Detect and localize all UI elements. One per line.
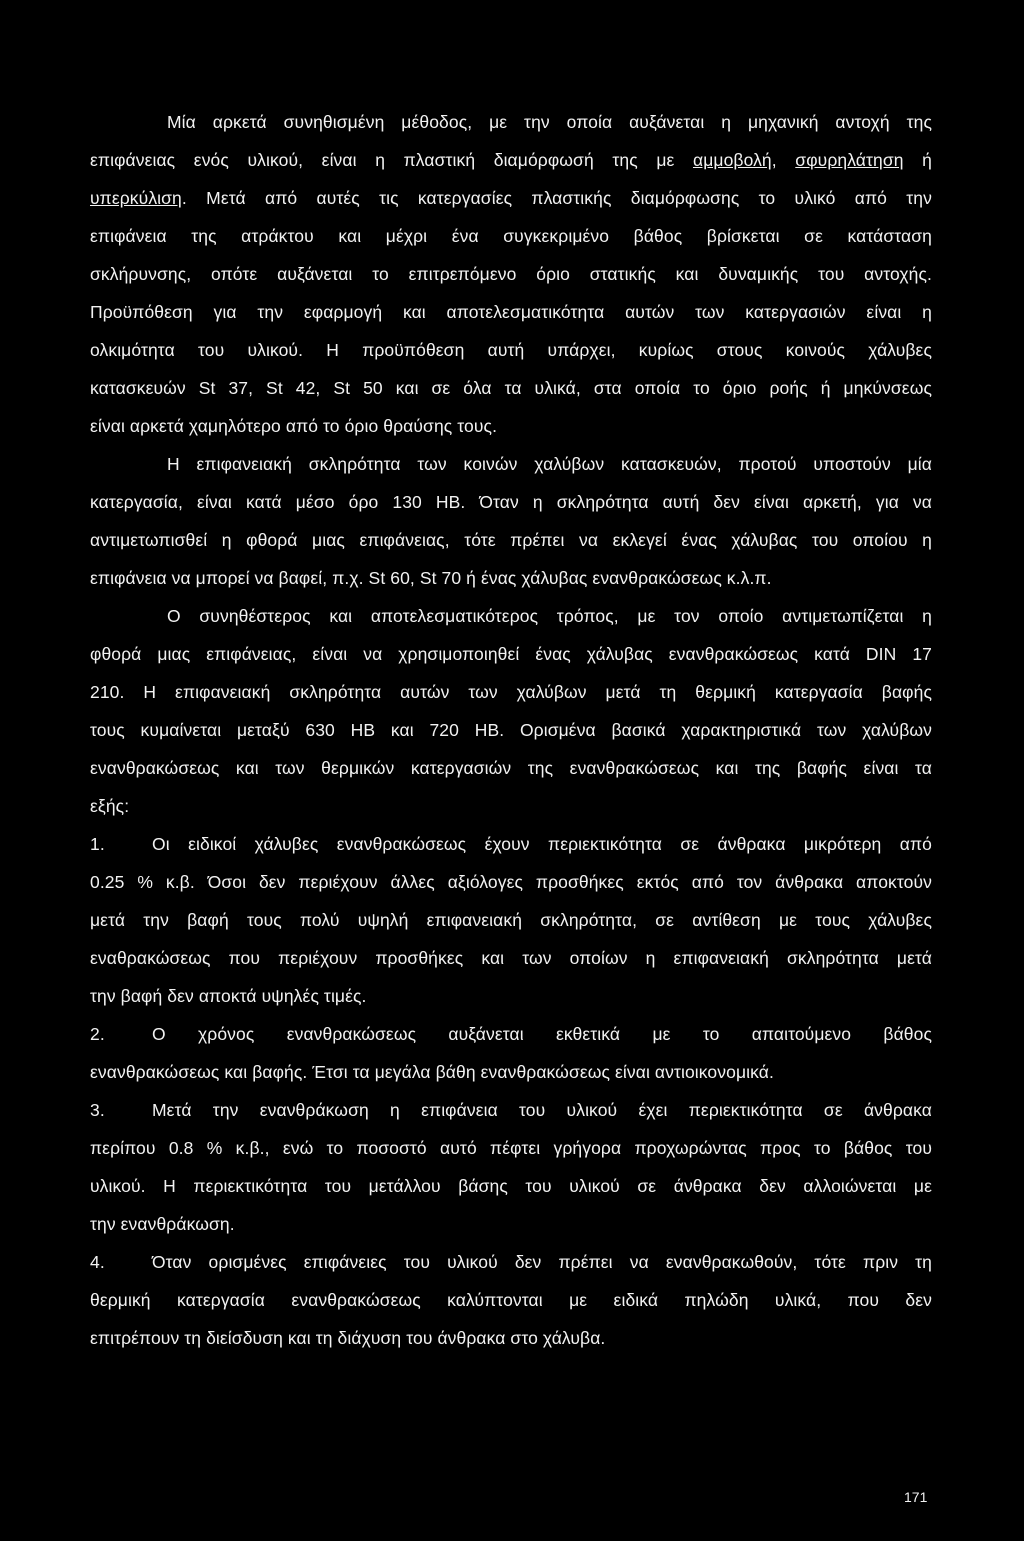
text-line: κατασκευών St 37, St 42, St 50 και σε όλα τα υλικά, στα οποία το όριο ροής ή μηκύνσεως xyxy=(90,378,932,398)
text-segment: . Μετά από αυτές τις κατεργασίες πλαστικής διαμόρφωσης το υλικό από την xyxy=(181,188,932,208)
text-line: Μία αρκετά συνηθισμένη μέθοδος, με την οποία αυξάνεται η μηχανική αντοχή της xyxy=(167,112,932,132)
text-segment: Μετά την ενανθράκωση η επιφάνεια του υλικού έχει περιεκτικότητα σε άνθρακα xyxy=(152,1100,932,1120)
text-segment: ή xyxy=(903,150,933,170)
paragraph-3 xyxy=(90,597,932,825)
text-line xyxy=(90,825,932,863)
text-line: Προϋπόθεση για την εφαρμογή και αποτελεσματικότητα αυτών των κατεργασιών είναι η xyxy=(90,302,932,322)
text-line: την βαφή δεν αποκτά υψηλές τιμές. xyxy=(90,986,367,1006)
paragraph-1 xyxy=(90,103,932,445)
text-line: 0.25 % κ.β. Όσοι δεν περιέχουν άλλες αξιόλογες προσθήκες εκτός από τον άνθρακα αποκτούν xyxy=(90,872,932,892)
text-line: ολκιμότητα του υλικού. Η προϋπόθεση αυτή υπάρχει, κυρίως στους κοινούς χάλυβες xyxy=(90,340,932,360)
text-line: φθορά μιας επιφάνειας, είναι να χρησιμοποιηθεί ένας χάλυβας ενανθρακώσεως κατά DIN 17 xyxy=(90,644,932,664)
text-line: υλικού. Η περιεκτικότητα του μετάλλου βάσης του υλικού σε άνθρακα δεν αλλοιώνεται με xyxy=(90,1176,932,1196)
text-line: μετά την βαφή τους πολύ υψηλή επιφανειακή σκληρότητα, σε αντίθεση με τους χάλυβες xyxy=(90,910,932,930)
page-body xyxy=(90,103,932,1357)
text-segment: Οι ειδικοί χάλυβες ενανθρακώσεως έχουν περιεκτικότητα σε άνθρακα μικρότερη από xyxy=(152,834,932,854)
text-line: επιφάνεια της ατράκτου και μέχρι ένα συγκεκριμένο βάθος βρίσκεται σε κατάσταση xyxy=(90,226,932,246)
text-line: επιτρέπουν τη διείσδυση και τη διάχυση του άνθρακα στο χάλυβα. xyxy=(90,1328,606,1348)
text-line xyxy=(90,179,932,217)
text-line: εξής: xyxy=(90,796,130,816)
text-line: την ενανθράκωση. xyxy=(90,1214,235,1234)
link-yperkylisi[interactable]: υπερκύλιση xyxy=(90,188,182,208)
text-line: περίπου 0.8 % κ.β., ενώ το ποσοστό αυτό πέφτει γρήγορα προχωρώντας προς το βάθος του xyxy=(90,1138,932,1158)
text-line: σκλήρυνσης, οπότε αυξάνεται το επιτρεπόμενο όριο στατικής και δυναμικής του αντοχής. xyxy=(90,264,932,284)
list-item-1 xyxy=(90,825,932,1015)
text-line xyxy=(90,1243,932,1281)
text-line: ενανθρακώσεως και των θερμικών κατεργασιών της ενανθρακώσεως και της βαφής είναι τα xyxy=(90,758,932,778)
text-line: επιφάνεια να μπορεί να βαφεί, π.χ. St 60, St 70 ή ένας χάλυβας ενανθρακώσεως κ.λ.π. xyxy=(90,568,772,588)
list-number: 1. xyxy=(90,834,105,854)
link-ammovoli[interactable]: αμμοβολή xyxy=(692,150,772,170)
text-line xyxy=(90,1015,932,1053)
text-segment: επιφάνειας ενός υλικού, είναι η πλαστική διαμόρφωσή της με xyxy=(90,150,693,170)
page-number: 171 xyxy=(904,1489,928,1505)
link-sfyrilatisi[interactable]: σφυρηλάτηση xyxy=(795,150,904,170)
list-number: 4. xyxy=(90,1252,105,1272)
text-segment: Ο χρόνος ενανθρακώσεως αυξάνεται εκθετικά με το απαιτούμενο βάθος xyxy=(152,1024,932,1044)
text-line: τους κυμαίνεται μεταξύ 630 ΗΒ και 720 ΗΒ. Ορισμένα βασικά χαρακτηριστικά των χαλύβων xyxy=(90,720,932,740)
text-line: ενανθρακώσεως και βαφής. Έτσι τα μεγάλα βάθη ενανθρακώσεως είναι αντιοικονομικά. xyxy=(90,1062,774,1082)
text-line: θερμική κατεργασία ενανθρακώσεως καλύπτονται με ειδικά πηλώδη υλικά, που δεν xyxy=(90,1290,932,1310)
text-line: Η επιφανειακή σκληρότητα των κοινών χαλύβων κατασκευών, προτού υποστούν μία xyxy=(167,454,932,474)
paragraph-2 xyxy=(90,445,932,597)
list-number: 3. xyxy=(90,1100,105,1120)
text-segment: , xyxy=(771,150,796,170)
list-item-2 xyxy=(90,1015,932,1091)
list-item-4 xyxy=(90,1243,932,1357)
text-line: εναθρακώσεως που περιέχουν προσθήκες και των οποίων η επιφανειακή σκληρότητα μετά xyxy=(90,948,932,968)
text-segment: Όταν ορισμένες επιφάνειες του υλικού δεν πρέπει να ενανθρακωθούν, τότε πριν τη xyxy=(152,1252,932,1272)
text-line: αντιμετωπισθεί η φθορά μιας επιφάνειας, τότε πρέπει να εκλεγεί ένας χάλυβας του οποίου η xyxy=(90,530,932,550)
text-line xyxy=(90,1091,932,1129)
text-line: είναι αρκετά χαμηλότερο από το όριο θραύσης τους. xyxy=(90,416,498,436)
text-line xyxy=(90,141,932,179)
list-number: 2. xyxy=(90,1024,105,1044)
text-line: κατεργασία, είναι κατά μέσο όρο 130 ΗΒ. Όταν η σκληρότητα αυτή δεν είναι αρκετή, για να xyxy=(90,492,932,512)
text-line: 210. Η επιφανειακή σκληρότητα αυτών των χαλύβων μετά τη θερμική κατεργασία βαφής xyxy=(90,682,932,702)
text-line: Ο συνηθέστερος και αποτελεσματικότερος τρόπος, με τον οποίο αντιμετωπίζεται η xyxy=(167,606,932,626)
list-item-3 xyxy=(90,1091,932,1243)
